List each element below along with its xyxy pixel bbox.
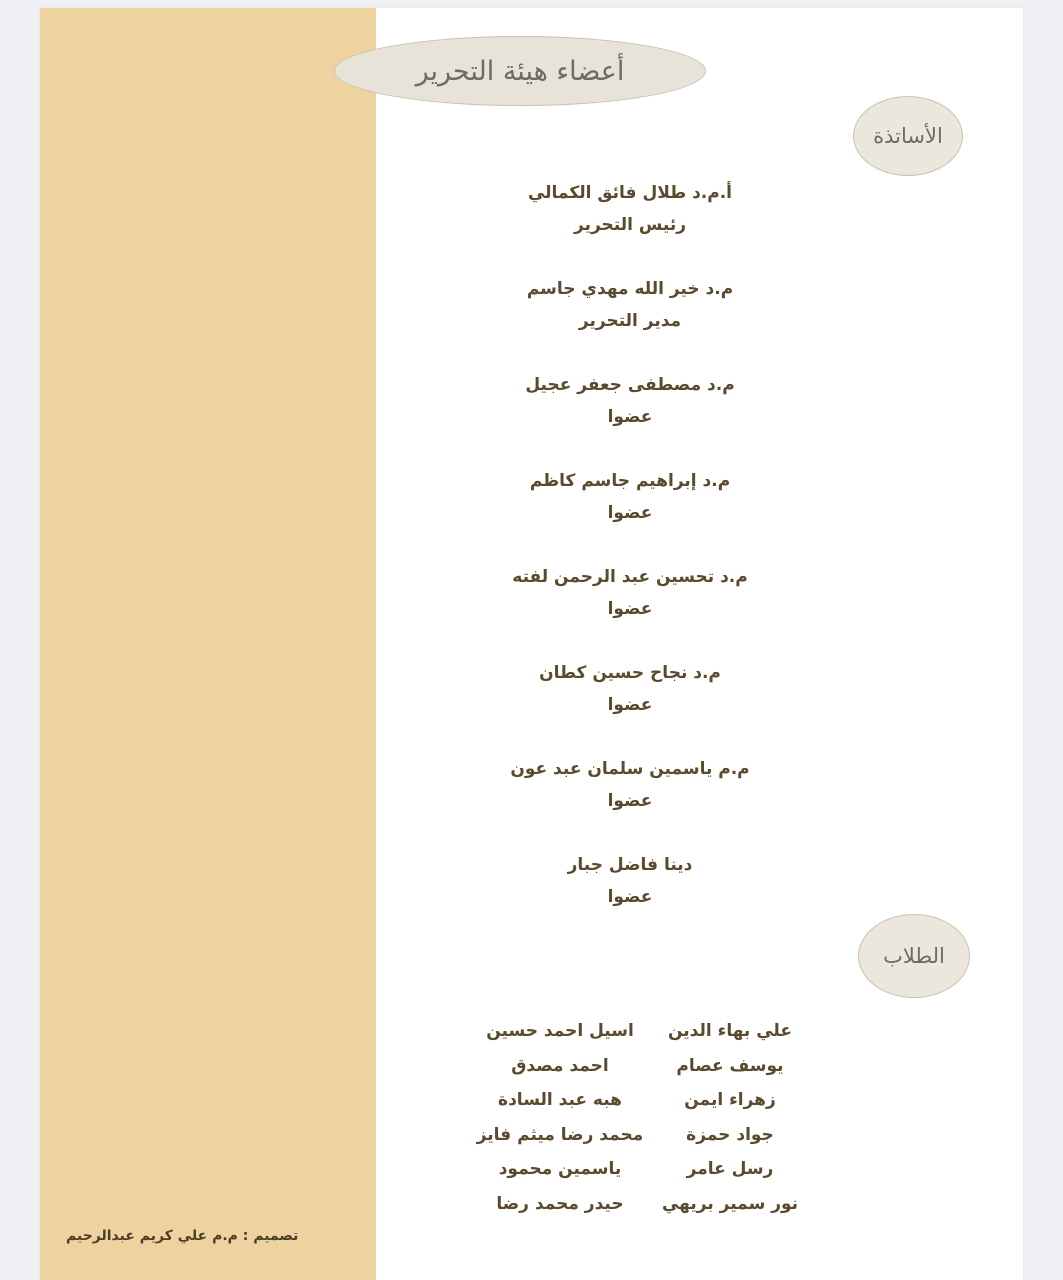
teacher-entry (420, 273, 840, 337)
teacher-entry (420, 657, 840, 721)
teacher-name: أ.م.د طلال فائق الكمالي (527, 183, 733, 203)
teacher-role: مدير التحرير (578, 311, 682, 331)
student-name: حيدر محمد رضا (496, 1193, 624, 1214)
teacher-entry (420, 849, 840, 913)
student-name: هبه عبد السادة (498, 1090, 622, 1110)
teacher-role: عضوا (607, 599, 653, 619)
teacher-role: عضوا (607, 407, 653, 427)
student-name: محمد رضا ميثم فايز (476, 1124, 644, 1145)
students-section-label: الطلاب (883, 944, 945, 968)
teacher-role: عضوا (607, 503, 653, 523)
teachers-section-badge (853, 96, 963, 176)
teacher-role: رئيس التحرير (574, 215, 686, 235)
teacher-name: م.د خير الله مهدي جاسم (526, 279, 734, 299)
teacher-name: م.د إبراهيم جاسم كاظم (529, 471, 731, 491)
teacher-role: عضوا (607, 791, 653, 811)
student-name: جواد حمزة (686, 1124, 774, 1145)
student-name: زهراء ايمن (684, 1090, 776, 1110)
teacher-name: م.د نجاح حسين كطان (539, 663, 721, 683)
teachers-section-label: الأساتذة (873, 124, 943, 148)
students-section-badge (858, 914, 970, 998)
student-name: احمد مصدق (511, 1055, 609, 1076)
student-name: رسل عامر (686, 1159, 774, 1179)
student-name: يوسف عصام (676, 1055, 784, 1076)
title-oval (334, 36, 706, 106)
teacher-name: م.د مصطفى جعفر عجيل (525, 375, 735, 395)
page-title: أعضاء هيئة التحرير (415, 55, 625, 87)
teacher-entry (420, 369, 840, 433)
teacher-entry (420, 177, 840, 241)
teacher-entry (420, 753, 840, 817)
teacher-name: م.د تحسين عبد الرحمن لفته (512, 567, 748, 587)
decorative-side-band (40, 8, 376, 1280)
teacher-role: عضوا (607, 887, 653, 907)
teacher-name: دينا فاضل جبار (567, 855, 693, 875)
students-left-column (440, 1014, 680, 1221)
teacher-role: عضوا (607, 695, 653, 715)
document-page (40, 8, 1023, 1280)
student-name: اسيل احمد حسين (486, 1021, 634, 1041)
student-name: ياسمين محمود (498, 1159, 622, 1179)
teacher-name: م.م ياسمين سلمان عبد عون (510, 759, 750, 779)
teacher-entry (420, 561, 840, 625)
design-credit: تصميم : م.م علي كريم عبدالرحيم (66, 1228, 299, 1244)
student-name: نور سمير بريهي (661, 1193, 799, 1214)
student-name: علي بهاء الدين (668, 1021, 792, 1041)
teacher-entry (420, 465, 840, 529)
